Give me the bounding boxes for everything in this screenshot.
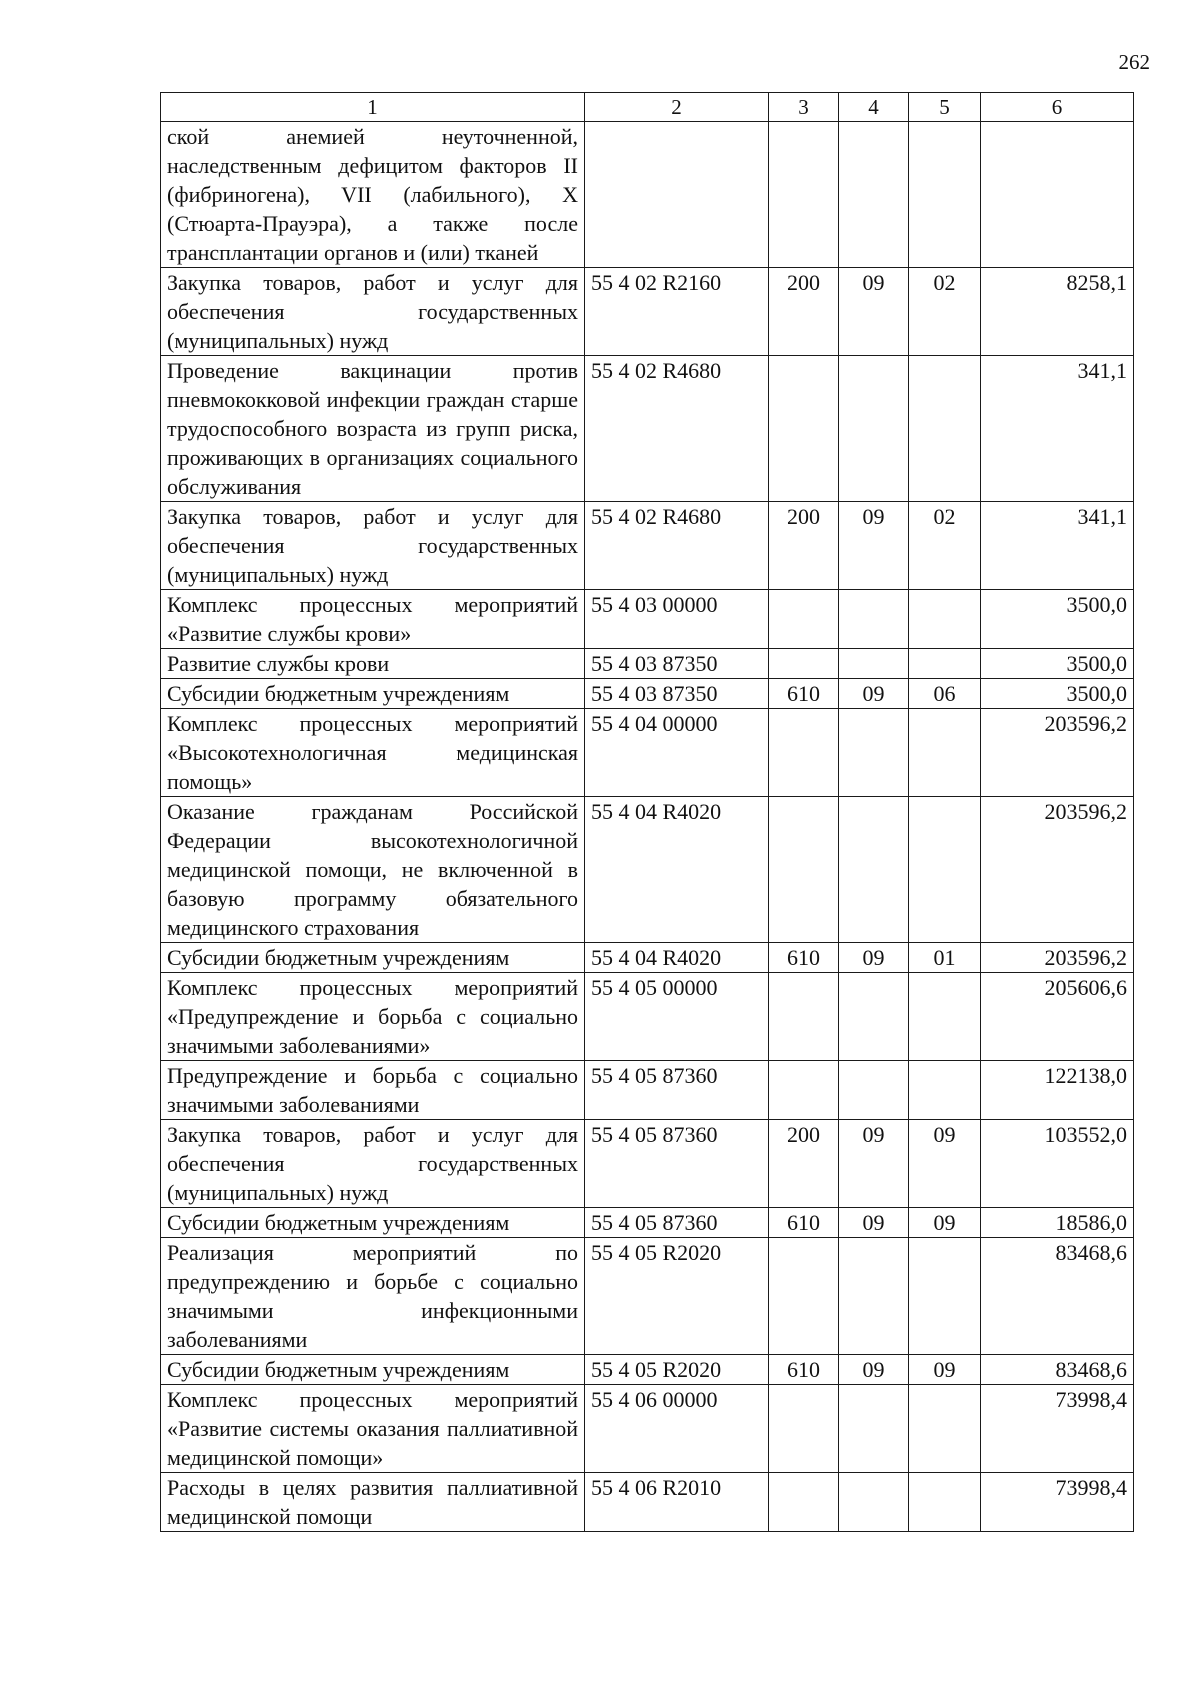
row-code: 55 4 05 00000 (585, 973, 769, 1061)
row-column-4 (839, 1061, 909, 1120)
row-column-4 (839, 973, 909, 1061)
row-name: Расходы в целях развития паллиативной медицинской помощи (161, 1473, 585, 1532)
row-amount: 73998,4 (981, 1385, 1134, 1473)
row-column-5: 01 (909, 943, 981, 973)
row-column-4: 09 (839, 268, 909, 356)
row-column-4: 09 (839, 943, 909, 973)
row-column-5 (909, 649, 981, 679)
table-header (161, 93, 1134, 122)
row-name: Субсидии бюджетным учреждениям (161, 943, 585, 973)
row-name: Предупреждение и борьба с социально значимыми заболеваниями (161, 1061, 585, 1120)
row-column-4 (839, 356, 909, 502)
row-name: Закупка товаров, работ и услуг для обеспечения государственных (муниципальных) нужд (161, 268, 585, 356)
row-column-5 (909, 1385, 981, 1473)
row-amount: 203596,2 (981, 943, 1134, 973)
table-row (161, 1473, 1134, 1532)
row-column-4: 09 (839, 1208, 909, 1238)
row-amount: 103552,0 (981, 1120, 1134, 1208)
table-row (161, 973, 1134, 1061)
row-name: Субсидии бюджетным учреждениям (161, 1355, 585, 1385)
row-code: 55 4 05 87360 (585, 1061, 769, 1120)
table-row (161, 1208, 1134, 1238)
table-row (161, 1061, 1134, 1120)
row-column-3: 610 (769, 679, 839, 709)
row-column-5: 09 (909, 1120, 981, 1208)
row-column-4 (839, 122, 909, 268)
row-column-4 (839, 797, 909, 943)
row-amount: 3500,0 (981, 590, 1134, 649)
row-name: Проведение вакцинации против пневмококковой инфекции граждан старше трудоспособного возраста из групп риска, проживающих в организациях социального обслуживания (161, 356, 585, 502)
row-column-4 (839, 649, 909, 679)
row-name: Комплекс процессных мероприятий «Высокотехнологичная медицинская помощь» (161, 709, 585, 797)
table-row (161, 1238, 1134, 1355)
row-amount: 341,1 (981, 502, 1134, 590)
row-amount: 83468,6 (981, 1238, 1134, 1355)
column-header: 1 (161, 93, 585, 122)
row-code: 55 4 02 R2160 (585, 268, 769, 356)
row-amount (981, 122, 1134, 268)
row-amount: 3500,0 (981, 649, 1134, 679)
row-amount: 18586,0 (981, 1208, 1134, 1238)
row-column-4 (839, 1385, 909, 1473)
row-code: 55 4 05 R2020 (585, 1355, 769, 1385)
column-header: 4 (839, 93, 909, 122)
table-row (161, 679, 1134, 709)
row-code: 55 4 05 R2020 (585, 1238, 769, 1355)
header-row (161, 93, 1134, 122)
table-row (161, 797, 1134, 943)
row-code: 55 4 06 R2010 (585, 1473, 769, 1532)
column-header: 3 (769, 93, 839, 122)
row-column-3: 200 (769, 1120, 839, 1208)
row-column-4: 09 (839, 679, 909, 709)
table-row (161, 590, 1134, 649)
row-column-3: 610 (769, 943, 839, 973)
row-column-3 (769, 1385, 839, 1473)
row-code (585, 122, 769, 268)
row-amount: 203596,2 (981, 709, 1134, 797)
row-column-3 (769, 356, 839, 502)
row-code: 55 4 05 87360 (585, 1208, 769, 1238)
row-name: Субсидии бюджетным учреждениям (161, 1208, 585, 1238)
table-row (161, 1355, 1134, 1385)
row-name: Субсидии бюджетным учреждениям (161, 679, 585, 709)
row-code: 55 4 05 87360 (585, 1120, 769, 1208)
row-column-5 (909, 797, 981, 943)
row-amount: 3500,0 (981, 679, 1134, 709)
table-row (161, 1120, 1134, 1208)
row-amount: 203596,2 (981, 797, 1134, 943)
row-code: 55 4 03 87350 (585, 649, 769, 679)
row-amount: 83468,6 (981, 1355, 1134, 1385)
table-row (161, 356, 1134, 502)
row-code: 55 4 03 00000 (585, 590, 769, 649)
row-column-5: 09 (909, 1355, 981, 1385)
row-name: Комплекс процессных мероприятий «Развитие службы крови» (161, 590, 585, 649)
row-column-5: 06 (909, 679, 981, 709)
row-amount: 341,1 (981, 356, 1134, 502)
row-column-5 (909, 122, 981, 268)
row-column-3: 200 (769, 502, 839, 590)
column-header: 5 (909, 93, 981, 122)
row-amount: 205606,6 (981, 973, 1134, 1061)
row-name: Реализация мероприятий по предупреждению и борьбе с социально значимыми инфекционными заболеваниями (161, 1238, 585, 1355)
row-name: Оказание гражданам Российской Федерации высокотехнологичной медицинской помощи, не включенной в базовую программу обязательного медицинского страхования (161, 797, 585, 943)
row-column-5 (909, 1238, 981, 1355)
row-amount: 73998,4 (981, 1473, 1134, 1532)
page-number: 262 (1118, 50, 1150, 74)
table-row (161, 268, 1134, 356)
row-column-5: 09 (909, 1208, 981, 1238)
row-column-5 (909, 709, 981, 797)
row-name: Развитие службы крови (161, 649, 585, 679)
row-column-5: 02 (909, 268, 981, 356)
row-column-3 (769, 649, 839, 679)
row-column-4 (839, 590, 909, 649)
row-name: Комплекс процессных мероприятий «Предупреждение и борьба с социально значимыми заболеваниями» (161, 973, 585, 1061)
row-amount: 8258,1 (981, 268, 1134, 356)
table-row (161, 122, 1134, 268)
row-column-5: 02 (909, 502, 981, 590)
row-code: 55 4 04 R4020 (585, 797, 769, 943)
table-row (161, 649, 1134, 679)
row-column-3: 610 (769, 1355, 839, 1385)
table-row (161, 502, 1134, 590)
table-row (161, 1385, 1134, 1473)
row-code: 55 4 04 00000 (585, 709, 769, 797)
row-column-3: 610 (769, 1208, 839, 1238)
column-header: 6 (981, 93, 1134, 122)
row-code: 55 4 03 87350 (585, 679, 769, 709)
row-column-4: 09 (839, 1355, 909, 1385)
row-column-4: 09 (839, 1120, 909, 1208)
row-name: Закупка товаров, работ и услуг для обеспечения государственных (муниципальных) нужд (161, 502, 585, 590)
row-column-3 (769, 1061, 839, 1120)
row-amount: 122138,0 (981, 1061, 1134, 1120)
table-body (161, 122, 1134, 1532)
row-column-3: 200 (769, 268, 839, 356)
table-row (161, 943, 1134, 973)
row-column-3 (769, 590, 839, 649)
column-header: 2 (585, 93, 769, 122)
row-column-3 (769, 797, 839, 943)
row-code: 55 4 06 00000 (585, 1385, 769, 1473)
budget-table (160, 92, 1134, 1532)
row-column-5 (909, 1061, 981, 1120)
row-column-3 (769, 973, 839, 1061)
row-column-4 (839, 1238, 909, 1355)
row-name: ской анемией неуточненной, наследственным дефицитом факторов II (фибриногена), VII (лабильного), X (Стюарта-Прауэра), а также после трансплантации органов и (или) тканей (161, 122, 585, 268)
row-column-5 (909, 973, 981, 1061)
row-column-3 (769, 709, 839, 797)
row-column-3 (769, 1238, 839, 1355)
row-column-4 (839, 1473, 909, 1532)
row-code: 55 4 04 R4020 (585, 943, 769, 973)
row-column-4 (839, 709, 909, 797)
row-column-5 (909, 1473, 981, 1532)
row-column-3 (769, 122, 839, 268)
row-code: 55 4 02 R4680 (585, 356, 769, 502)
row-code: 55 4 02 R4680 (585, 502, 769, 590)
table-row (161, 709, 1134, 797)
row-name: Комплекс процессных мероприятий «Развитие системы оказания паллиативной медицинской помощи» (161, 1385, 585, 1473)
row-column-5 (909, 356, 981, 502)
row-name: Закупка товаров, работ и услуг для обеспечения государственных (муниципальных) нужд (161, 1120, 585, 1208)
row-column-4: 09 (839, 502, 909, 590)
row-column-5 (909, 590, 981, 649)
row-column-3 (769, 1473, 839, 1532)
